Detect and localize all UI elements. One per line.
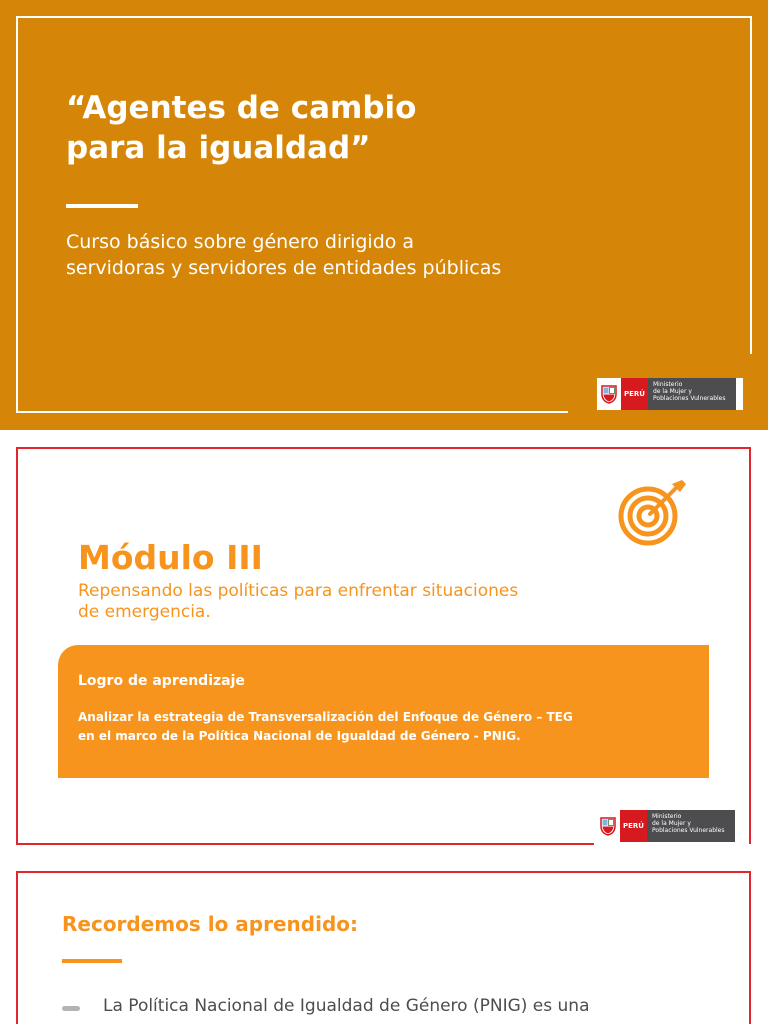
module-slide-bottom-line [16, 843, 594, 845]
course-subtitle-line1: Curso básico sobre género dirigido a [66, 231, 415, 253]
coat-of-arms-icon [597, 378, 621, 410]
ministry-name-line2: de la Mujer y [652, 820, 691, 827]
learning-outcome-text [78, 708, 698, 746]
coat-of-arms-icon [596, 810, 620, 842]
learning-outcome-box [58, 645, 709, 778]
learning-outcome-heading: Logro de aprendizaje [78, 673, 245, 689]
recap-divider [62, 959, 122, 963]
course-subtitle-line2: servidoras y servidores de entidades públicas [66, 257, 502, 279]
course-title-line1: “Agentes de cambio [66, 90, 417, 126]
peru-label: PERÚ [621, 378, 648, 410]
ministry-name-line1: Ministerio [652, 813, 682, 820]
recap-bullet-text: La Política Nacional de Igualdad de Género (PNIG) es una [103, 996, 590, 1016]
course-title [66, 88, 626, 168]
ministry-logo [596, 810, 742, 842]
frame-right-line [750, 16, 752, 354]
ministry-name [648, 378, 736, 410]
course-subtitle [66, 229, 706, 281]
module-subtitle-line2: de emergencia. [78, 602, 211, 622]
target-icon [612, 476, 692, 548]
ministry-name-line1: Ministerio [653, 381, 683, 388]
title-divider [66, 204, 138, 208]
course-title-line2: para la igualdad” [66, 130, 371, 166]
module-subtitle [78, 581, 638, 623]
bullet-marker [62, 1006, 80, 1011]
ministry-name-line2: de la Mujer y [653, 388, 692, 395]
learning-outcome-line1: Analizar la estrategia de Transversalización del Enfoque de Género – TEG [78, 710, 573, 724]
peru-label: PERÚ [620, 810, 647, 842]
module-subtitle-line1: Repensando las políticas para enfrentar situaciones [78, 581, 519, 601]
title-slide [0, 0, 768, 430]
ministry-name-line3: Poblaciones Vulnerables [653, 395, 726, 402]
ministry-name [647, 810, 735, 842]
recap-heading: Recordemos lo aprendido: [62, 912, 359, 936]
frame-top-line [16, 16, 752, 18]
frame-bottom-line [16, 411, 568, 413]
ministry-logo [597, 378, 743, 410]
frame-left-line [16, 16, 18, 412]
module-title: Módulo III [78, 538, 263, 577]
ministry-name-line3: Poblaciones Vulnerables [652, 827, 725, 834]
learning-outcome-line2: en el marco de la Política Nacional de Igualdad de Género - PNIG. [78, 729, 521, 743]
